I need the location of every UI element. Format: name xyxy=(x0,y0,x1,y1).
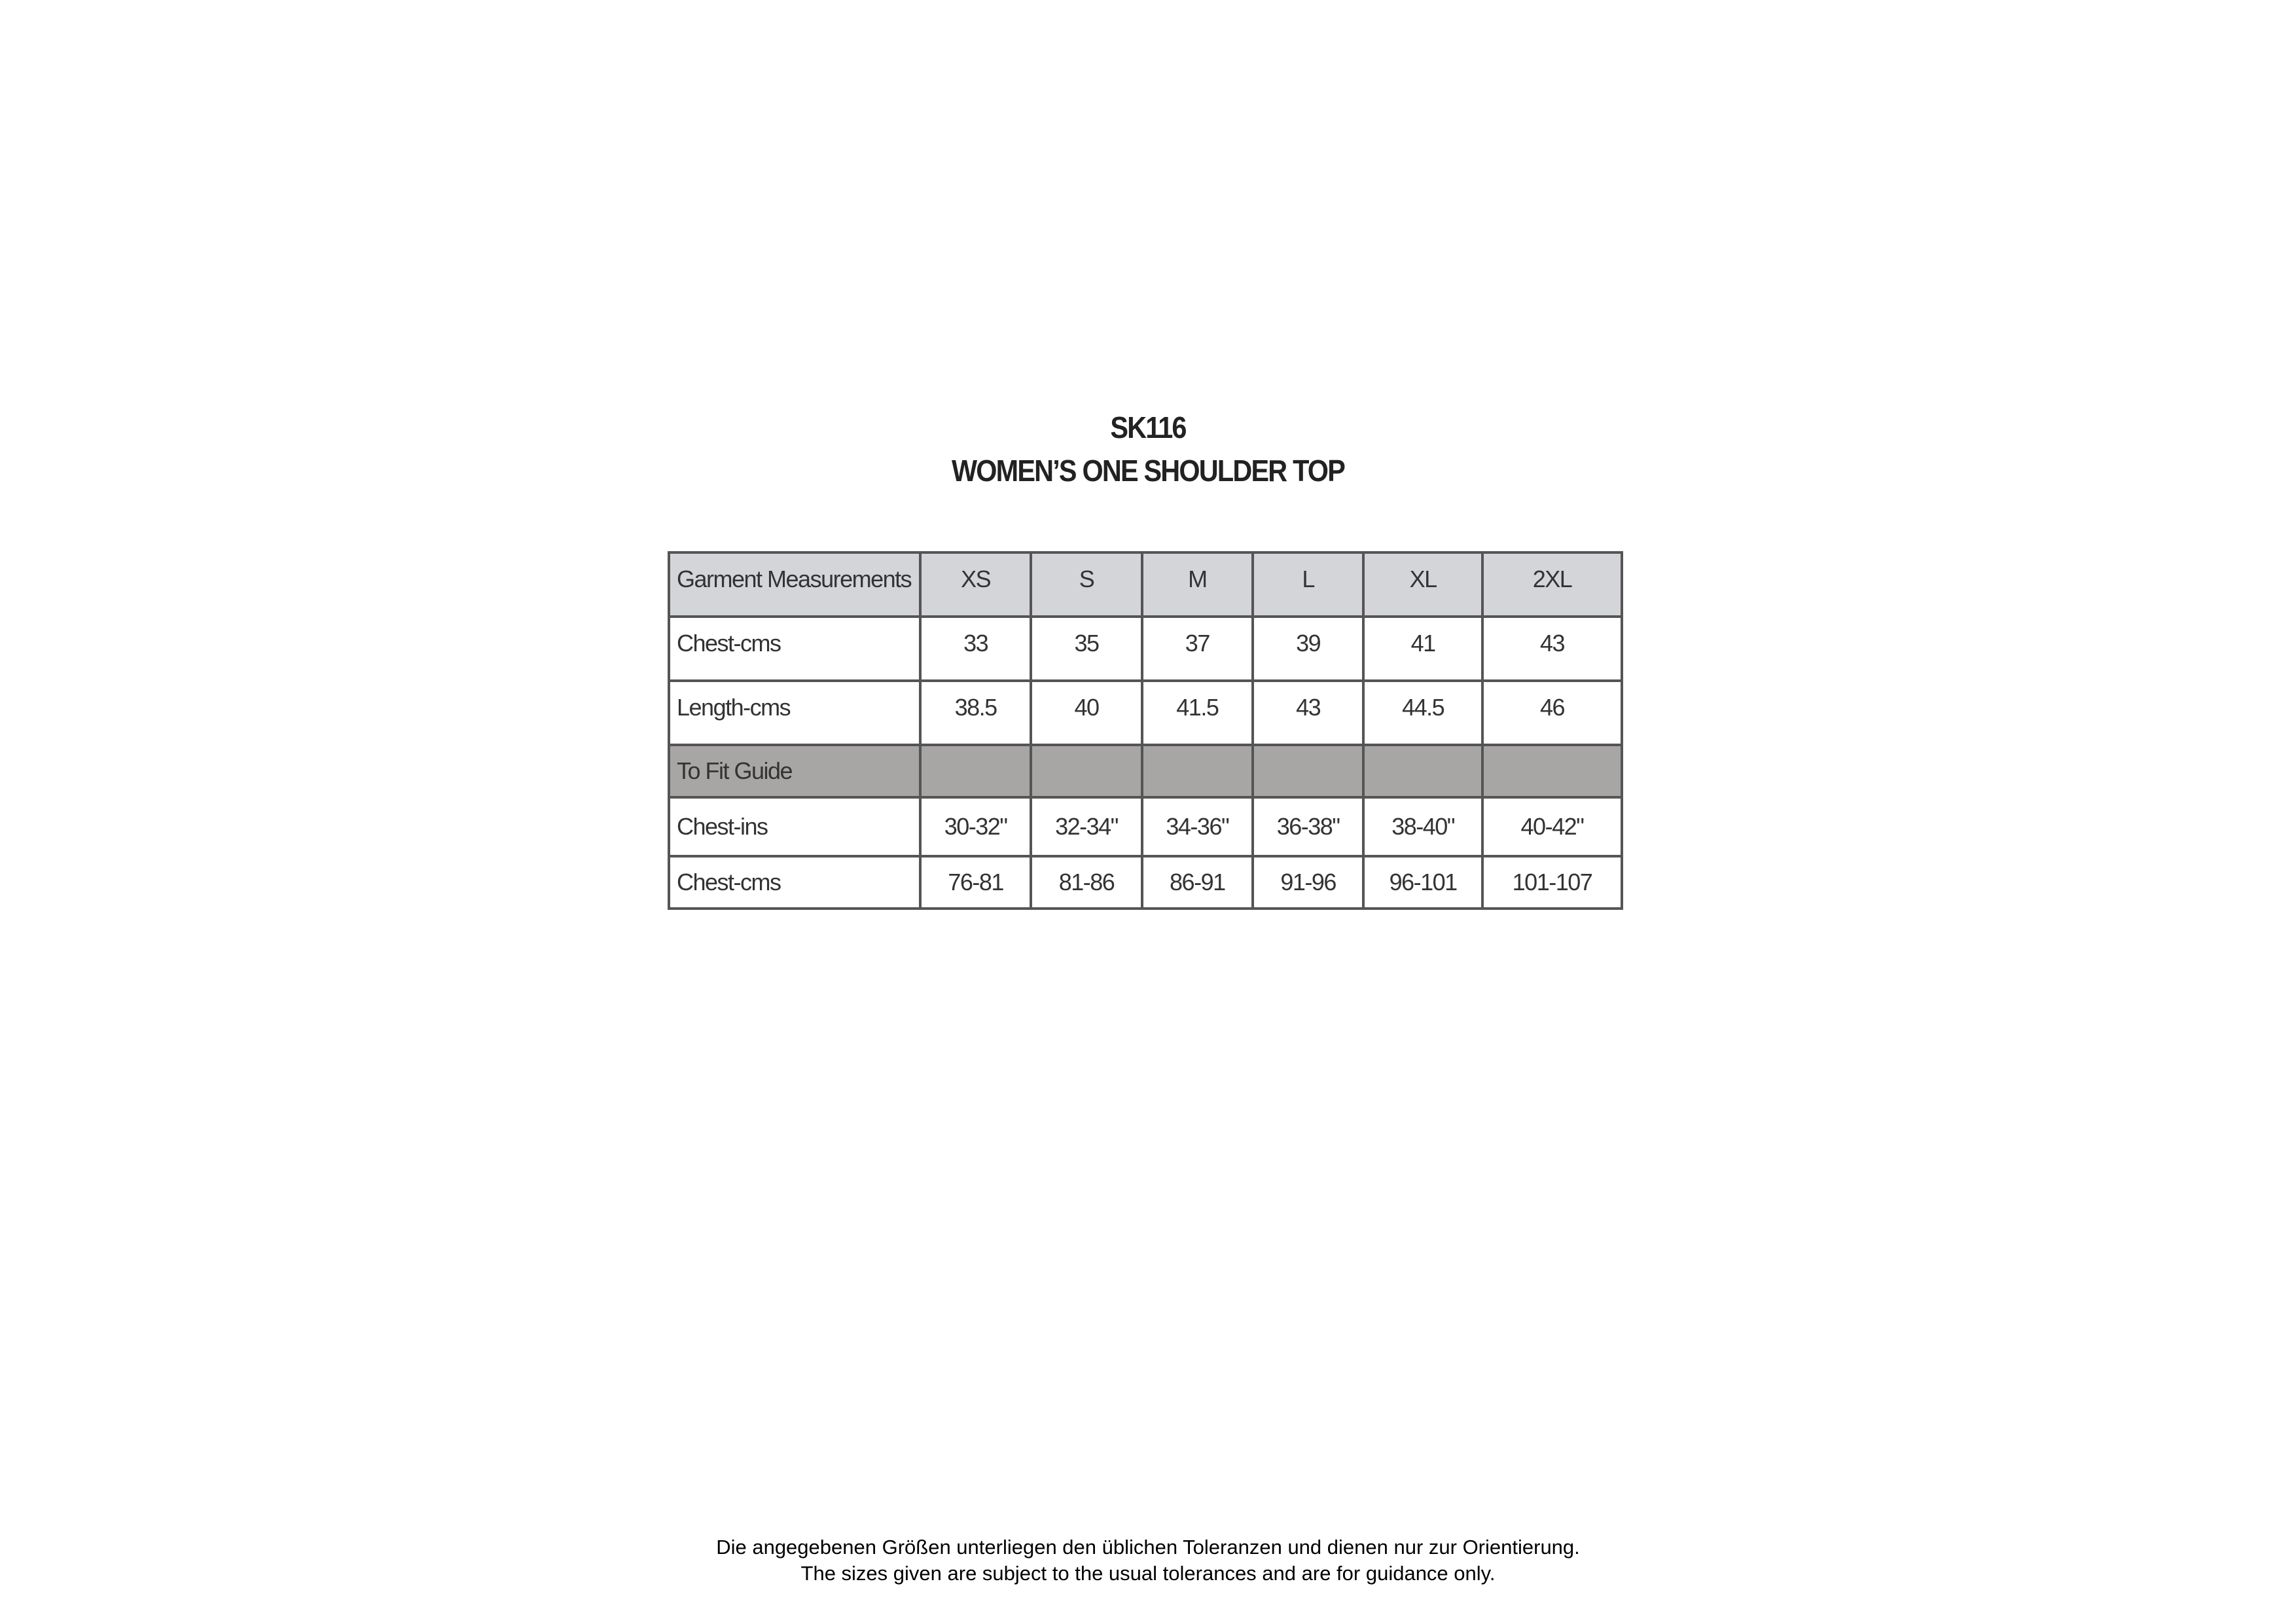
row-label: Chest-cms xyxy=(669,856,920,909)
table-cell: 76-81 xyxy=(920,856,1031,909)
table-cell: 38-40" xyxy=(1363,797,1482,856)
section-blank-cell xyxy=(1142,745,1253,797)
row-label: Length-cms xyxy=(669,681,920,745)
table-cell: 32-34" xyxy=(1031,797,1141,856)
table-cell: 34-36" xyxy=(1142,797,1253,856)
table-cell: 91-96 xyxy=(1253,856,1363,909)
section-blank-cell xyxy=(1482,745,1622,797)
table-cell: 38.5 xyxy=(920,681,1031,745)
table-cell: 43 xyxy=(1482,617,1622,681)
title-block xyxy=(0,406,2296,492)
table-cell: 44.5 xyxy=(1363,681,1482,745)
table-cell: 41 xyxy=(1363,617,1482,681)
product-name: WOMEN’S ONE SHOULDER TOP xyxy=(951,454,1345,488)
table-cell: 35 xyxy=(1031,617,1141,681)
table-row xyxy=(669,797,1622,856)
table-cell: 30-32" xyxy=(920,797,1031,856)
section-label: To Fit Guide xyxy=(669,745,920,797)
section-blank-cell xyxy=(1031,745,1141,797)
table-cell: 40-42" xyxy=(1482,797,1622,856)
header-label-cell: Garment Measurements xyxy=(669,552,920,617)
table-cell: 33 xyxy=(920,617,1031,681)
size-header-m: M xyxy=(1142,552,1253,617)
table-cell: 86-91 xyxy=(1142,856,1253,909)
size-header-2xl: 2XL xyxy=(1482,552,1622,617)
row-label: Chest-cms xyxy=(669,617,920,681)
table-row xyxy=(669,617,1622,681)
table-cell: 46 xyxy=(1482,681,1622,745)
table-cell: 41.5 xyxy=(1142,681,1253,745)
table-cell: 36-38" xyxy=(1253,797,1363,856)
table-cell: 96-101 xyxy=(1363,856,1482,909)
table-cell: 39 xyxy=(1253,617,1363,681)
row-label: Chest-ins xyxy=(669,797,920,856)
table-cell: 37 xyxy=(1142,617,1253,681)
size-chart-table xyxy=(668,551,1623,910)
table-cell: 43 xyxy=(1253,681,1363,745)
size-header-l: L xyxy=(1253,552,1363,617)
footer-disclaimer xyxy=(0,1534,2296,1587)
section-header-row xyxy=(669,745,1622,797)
size-header-xl: XL xyxy=(1363,552,1482,617)
disclaimer-english: The sizes given are subject to the usual tolerances and are for guidance only. xyxy=(800,1562,1496,1585)
size-header-s: S xyxy=(1031,552,1141,617)
table-cell: 101-107 xyxy=(1482,856,1622,909)
table-cell: 81-86 xyxy=(1031,856,1141,909)
section-blank-cell xyxy=(1363,745,1482,797)
product-code: SK116 xyxy=(1110,410,1186,444)
section-blank-cell xyxy=(1253,745,1363,797)
size-header-xs: XS xyxy=(920,552,1031,617)
table-row xyxy=(669,681,1622,745)
table-header-row xyxy=(669,552,1622,617)
section-blank-cell xyxy=(920,745,1031,797)
disclaimer-german: Die angegebenen Größen unterliegen den üblichen Toleranzen und dienen nur zur Orientierung. xyxy=(716,1536,1580,1559)
table-cell: 40 xyxy=(1031,681,1141,745)
table-row xyxy=(669,856,1622,909)
